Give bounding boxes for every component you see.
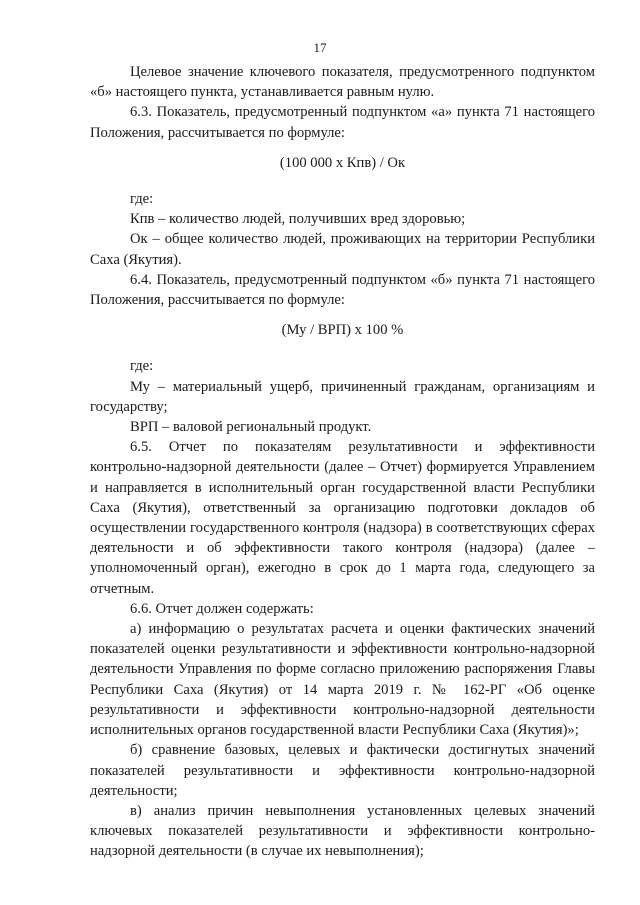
- paragraph: 6.6. Отчет должен содержать:: [130, 600, 314, 617]
- paragraph: 6.5. Отчет по показателям результативности и эффективности контрольно-надзорной деятельности (далее – Отчет) формируется Управлением и направляется в исполнительный орган государственной власти Республики Саха (Якутия), ответственный за организацию подготовки докладов об осуществлении государственного контроля (надзора) в соответствующих сферах деятельности и об эффективности такого контроля (надзора) (далее – уполномоченный орган), ежегодно в срок до 1 марта года, следующего за отчетным.: [90, 439, 595, 597]
- paragraph: б) сравнение базовых, целевых и фактически достигнутых значений показателей результативности и эффективности контрольно-надзорной деятельности;: [90, 742, 595, 799]
- formula: (100 000 х Кпв) / Ок: [279, 154, 406, 171]
- paragraph: 6.3. Показатель, предусмотренный подпунктом «а» пункта 71 настоящего Положения, рассчитывается по формуле:: [90, 104, 595, 141]
- document-body: [90, 62, 595, 862]
- paragraph: Му – материальный ущерб, причиненный гражданам, организациям и государству;: [90, 378, 595, 415]
- page-number: 17: [313, 40, 327, 55]
- paragraph: где:: [130, 191, 154, 208]
- paragraph: Кпв – количество людей, получивших вред здоровью;: [130, 211, 466, 228]
- paragraph: 6.4. Показатель, предусмотренный подпунктом «б» пункта 71 настоящего Положения, рассчитывается по формуле:: [90, 271, 595, 309]
- paragraph: ВРП – валовой региональный продукт.: [130, 419, 372, 436]
- paragraph: Ок – общее количество людей, проживающих на территории Республики Саха (Якутия).: [90, 231, 595, 268]
- paragraph: где:: [130, 358, 154, 375]
- formula: (Му / ВРП) х 100 %: [281, 322, 404, 339]
- paragraph: Целевое значение ключевого показателя, предусмотренного подпунктом «б» настоящего пункта, устанавливается равным нулю.: [90, 64, 595, 101]
- paragraph: в) анализ причин невыполнения установленных целевых значений ключевых показателей результативности и эффективности контрольно-надзорной деятельности (в случае их невыполнения);: [90, 802, 595, 860]
- paragraph: а) информацию о результатах расчета и оценки фактических значений показателей оценки результативности и эффективности контрольно-надзорной деятельности Управления по форме согласно приложению распоряжения Главы Республики Саха (Якутия) от 14 марта 2019 г. № 162-РГ «Об оценке результативности и эффективности контрольно-надзорной деятельности исполнительных органов государственной власти Республики Саха (Якутия)»;: [90, 621, 595, 739]
